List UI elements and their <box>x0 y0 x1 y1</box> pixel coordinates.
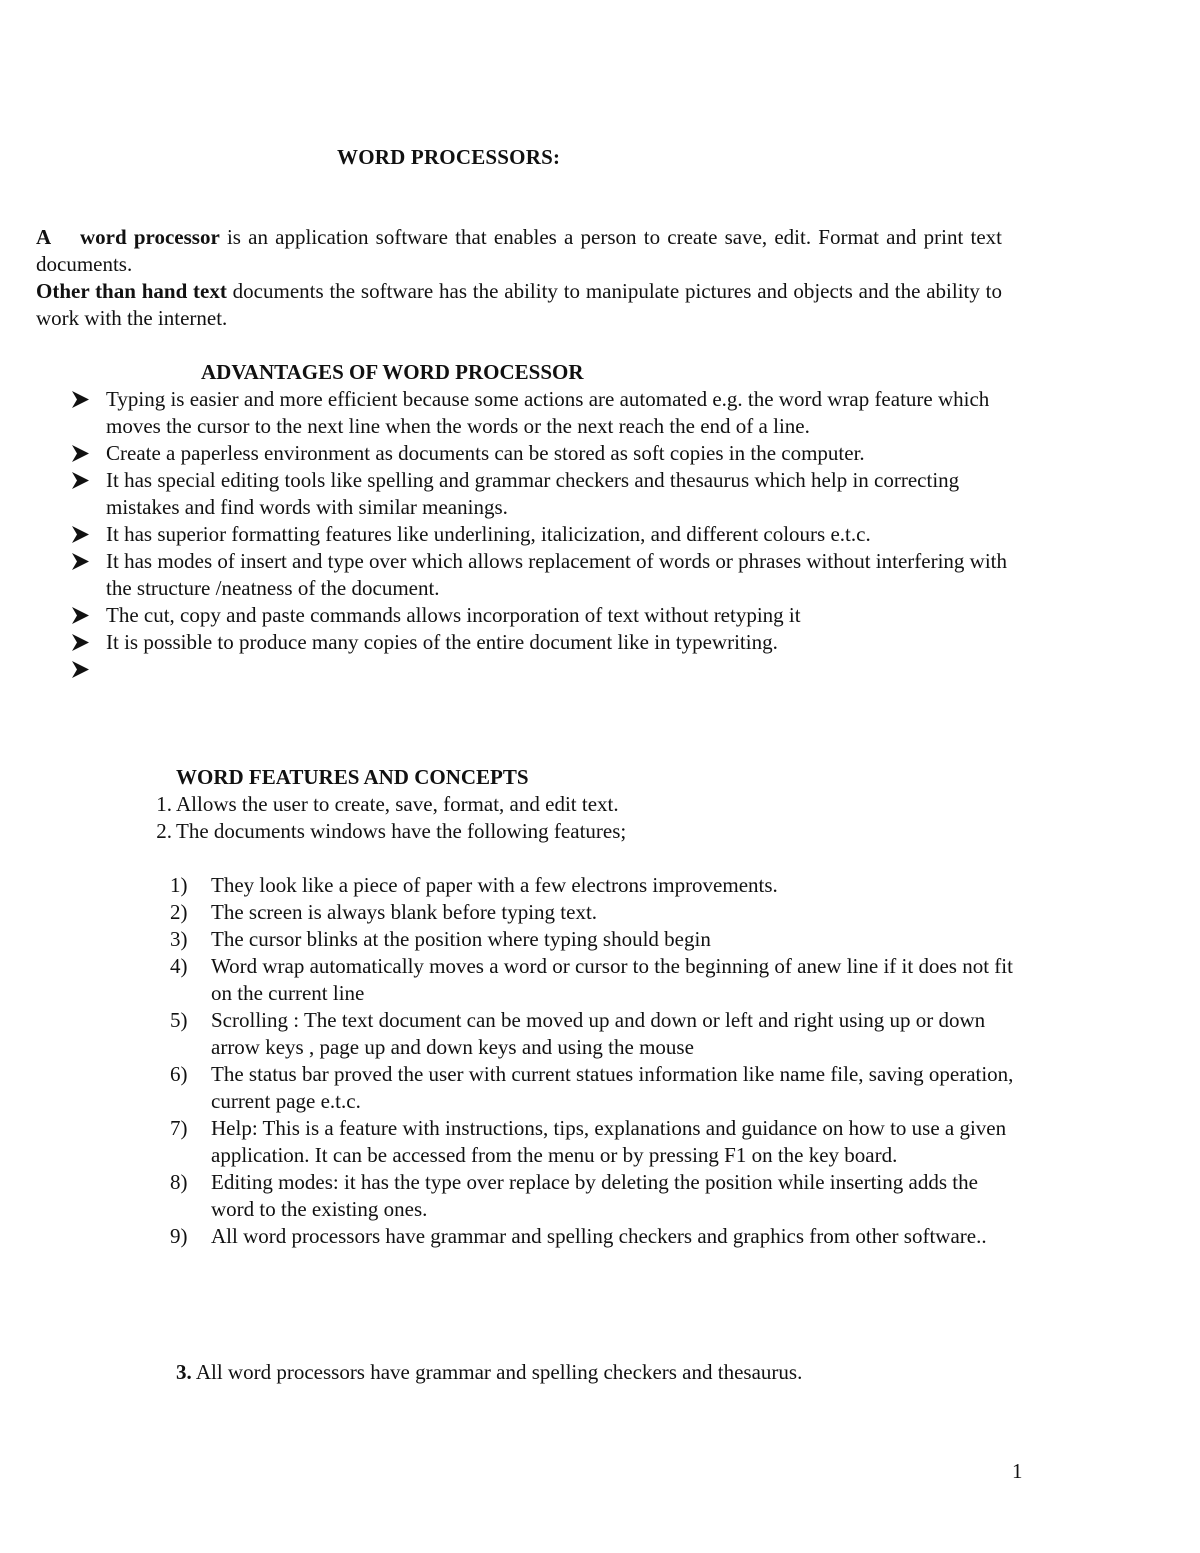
intro-lead-letter: A <box>36 225 52 249</box>
advantage-item <box>70 629 1010 656</box>
features-sub-list <box>170 872 1020 1250</box>
intro-paragraph-1-text: is an application software that enables a person to create save, edit. Format and print text documents. <box>36 225 1003 276</box>
feature-sub-item-text: The screen is always blank before typing text. <box>211 900 598 924</box>
arrowhead-bullet-icon <box>70 521 96 548</box>
features-list <box>136 791 996 845</box>
feature-sub-item-text: Help: This is a feature with instructions, tips, explanations and guidance on how to use a given application. It can be accessed from the menu or by pressing F1 on the key board. <box>211 1116 1007 1167</box>
feature-sub-item <box>170 1223 1020 1250</box>
arrowhead-bullet-icon <box>70 602 96 629</box>
feature-sub-item <box>170 872 1020 899</box>
intro-paragraph-2-text: documents the software has the ability to manipulate pictures and objects and the ability to work with the internet. <box>36 279 1002 330</box>
page-title: WORD PROCESSORS: <box>337 145 561 169</box>
advantage-item <box>70 602 1010 629</box>
features-item-number: 1. <box>156 792 172 816</box>
advantage-item-text: It is possible to produce many copies of the entire document like in typewriting. <box>106 630 778 654</box>
arrowhead-bullet-icon <box>70 467 96 494</box>
features-heading: WORD FEATURES AND CONCEPTS <box>176 765 529 789</box>
advantage-item-text: Create a paperless environment as documents can be stored as soft copies in the computer. <box>106 441 865 465</box>
features-item-3-text: All word processors have grammar and spelling checkers and thesaurus. <box>191 1360 803 1384</box>
feature-sub-item <box>170 1169 1020 1223</box>
advantages-list <box>70 386 1010 656</box>
feature-sub-item <box>170 899 1020 926</box>
features-item-3 <box>176 1359 802 1386</box>
features-item-text: Allows the user to create, save, format, and edit text. <box>176 792 619 816</box>
advantage-item <box>70 467 1010 521</box>
feature-sub-item-text: They look like a piece of paper with a few electrons improvements. <box>211 873 778 897</box>
advantage-item-text: Typing is easier and more efficient because some actions are automated e.g. the word wrap feature which moves the cursor to the next line when the words or the next reach the end of a line. <box>106 387 990 438</box>
advantage-item <box>70 440 1010 467</box>
arrowhead-bullet-icon <box>70 386 96 413</box>
arrowhead-bullet-icon <box>70 440 96 467</box>
feature-sub-item <box>170 1007 1020 1061</box>
intro-paragraph-2 <box>36 278 1002 332</box>
intro-paragraph-1 <box>36 224 1002 278</box>
feature-sub-item-number: 6) <box>170 1062 188 1086</box>
feature-sub-item <box>170 1115 1020 1169</box>
feature-sub-item-number: 9) <box>170 1224 188 1248</box>
advantage-item <box>70 386 1010 440</box>
features-item-text: The documents windows have the following features; <box>176 819 627 843</box>
features-item-3-number: 3. <box>176 1360 192 1384</box>
arrowhead-bullet-icon <box>70 629 96 656</box>
features-item-number: 2. <box>156 819 172 843</box>
advantage-item-text: The cut, copy and paste commands allows incorporation of text without retyping it <box>106 603 801 627</box>
feature-sub-item-number: 5) <box>170 1008 188 1032</box>
feature-sub-item <box>170 926 1020 953</box>
feature-sub-item-text: Scrolling : The text document can be moved up and down or left and right using up or down arrow keys , page up and down keys and using the mouse <box>211 1008 986 1059</box>
feature-sub-item-text: Word wrap automatically moves a word or cursor to the beginning of anew line if it does not fit on the current line <box>211 954 1013 1005</box>
advantage-item <box>70 548 1010 602</box>
feature-sub-item-text: The status bar proved the user with current statues information like name file, saving operation, current page e.t.c. <box>211 1062 1014 1113</box>
arrowhead-bullet-icon <box>70 548 96 575</box>
page-number: 1 <box>1012 1459 1023 1483</box>
feature-sub-item-number: 3) <box>170 927 188 951</box>
advantage-item-text: It has special editing tools like spelling and grammar checkers and thesaurus which help in correcting mistakes and find words with similar meanings. <box>106 468 960 519</box>
advantage-item-text: It has modes of insert and type over which allows replacement of words or phrases without interfering with the structure /neatness of the document. <box>106 549 1008 600</box>
feature-sub-item-text: Editing modes: it has the type over replace by deleting the position while inserting adds the word to the existing ones. <box>211 1170 978 1221</box>
arrowhead-bullet-icon <box>70 656 96 683</box>
intro-section <box>36 224 1002 332</box>
feature-sub-item-number: 8) <box>170 1170 188 1194</box>
feature-sub-item <box>170 953 1020 1007</box>
advantage-item-text: It has superior formatting features like underlining, italicization, and different colours e.t.c. <box>106 522 871 546</box>
features-item <box>136 818 996 845</box>
features-item <box>136 791 996 818</box>
term-other-than-hand-text: Other than hand text <box>36 279 227 303</box>
feature-sub-item-number: 7) <box>170 1116 188 1140</box>
feature-sub-item-text: The cursor blinks at the position where typing should begin <box>211 927 711 951</box>
feature-sub-item-number: 2) <box>170 900 188 924</box>
advantage-item <box>70 521 1010 548</box>
term-word-processor: word processor <box>79 225 220 249</box>
feature-sub-item <box>170 1061 1020 1115</box>
feature-sub-item-number: 4) <box>170 954 188 978</box>
advantages-heading: ADVANTAGES OF WORD PROCESSOR <box>201 360 584 384</box>
feature-sub-item-number: 1) <box>170 873 188 897</box>
feature-sub-item-text: All word processors have grammar and spelling checkers and graphics from other software.. <box>211 1224 987 1248</box>
